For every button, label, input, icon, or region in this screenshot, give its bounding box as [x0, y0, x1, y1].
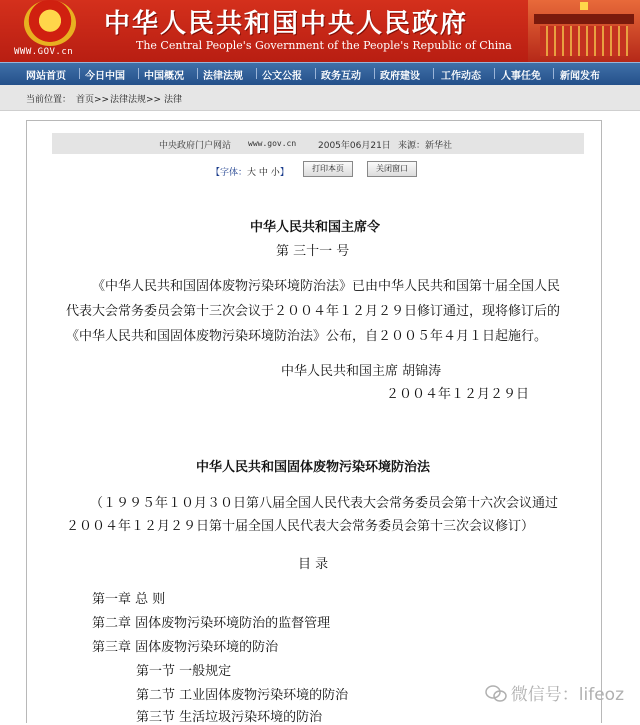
print-button[interactable]: 打印本页: [303, 161, 353, 177]
toc-item: 第三章 固体废物污染环境的防治: [92, 640, 279, 655]
source-site: 中央政府门户网站: [159, 141, 232, 151]
toc-item: 第三节 生活垃圾污染环境的防治: [136, 710, 323, 725]
breadcrumb-prefix: 当前位置：: [26, 95, 72, 105]
nav-item-appointments[interactable]: 人事任免: [501, 71, 541, 82]
source-url: www.gov.cn: [248, 139, 297, 148]
font-label: 【字体：: [211, 168, 248, 178]
site-url: WWW.GOV.cn: [14, 47, 74, 57]
law-note-line-1: （１９９５年１０月３０日第八届全国人民代表大会常务委员会第十六次会议通过: [90, 496, 559, 511]
nav-item-home[interactable]: 网站首页: [26, 71, 66, 82]
publish-date: 2005年06月21日: [318, 141, 391, 151]
breadcrumb-section[interactable]: 法律法规>>: [110, 95, 162, 105]
toc-item: 第二节 工业固体废物污染环境的防治: [136, 688, 349, 703]
breadcrumb: [0, 85, 640, 111]
article-info-bar: [52, 133, 584, 154]
breadcrumb-home[interactable]: 首页>>: [76, 95, 110, 105]
font-small-link[interactable]: 小: [270, 168, 280, 178]
site-title[interactable]: 中华人民共和国中央人民政府: [104, 9, 469, 39]
nav-item-laws[interactable]: 法律法规: [203, 71, 243, 82]
nav-item-government[interactable]: 政府建设: [380, 71, 420, 82]
law-title: 中华人民共和国固体废物污染环境防治法: [196, 460, 431, 475]
law-note-line-2: ２００４年１２月２９日第十届全国人民代表大会常务委员会第十三次会议修订）: [66, 519, 535, 534]
order-body-line-3: 《中华人民共和国固体废物污染环境防治法》公布，自２００５年４月１日起施行。: [66, 329, 548, 344]
toc-item: 第一章 总 则: [92, 592, 166, 607]
order-date: ２００４年１２月２９日: [386, 387, 530, 402]
toc-title: 目 录: [298, 557, 329, 572]
font-label-end: 】: [279, 168, 289, 178]
close-window-button[interactable]: 关闭窗口: [367, 161, 417, 177]
order-body-line-2: 代表大会常务委员会第十三次会议于２００４年１２月２９日修订通过，现将修订后的: [66, 304, 561, 319]
wechat-watermark: [485, 680, 624, 705]
nav-item-work[interactable]: 工作动态: [441, 71, 481, 82]
toc-item: 第一节 一般规定: [136, 664, 232, 679]
order-body-line-1: 《中华人民共和国固体废物污染环境防治法》已由中华人民共和国第十届全国人民: [92, 279, 561, 294]
breadcrumb-current[interactable]: 法律: [164, 95, 183, 105]
source-origin: 来源：新华社: [398, 141, 453, 151]
font-large-link[interactable]: 大: [247, 168, 257, 178]
national-emblem-icon: ★: [24, 0, 76, 46]
watermark-text: 微信号：lifeoz: [510, 685, 624, 705]
nav-item-today[interactable]: 今日中国: [85, 71, 125, 82]
site-title-en: The Central People's Government of the People's Republic of China: [136, 39, 512, 52]
wechat-icon: [485, 685, 507, 703]
order-signer: 中华人民共和国主席 胡锦涛: [281, 364, 442, 379]
toc-item: 第二章 固体废物污染环境防治的监督管理: [92, 616, 331, 631]
font-medium-link[interactable]: 中: [258, 168, 268, 178]
order-number: 第 三十一 号: [276, 244, 350, 259]
nav-item-bulletins[interactable]: 公文公报: [262, 71, 302, 82]
font-size-control: [211, 165, 289, 178]
order-title: 中华人民共和国主席令: [250, 220, 381, 235]
main-nav: [0, 62, 640, 86]
nav-item-interaction[interactable]: 政务互动: [321, 71, 361, 82]
nav-item-news[interactable]: 新闻发布: [560, 71, 600, 82]
header-banner: [0, 0, 640, 62]
nav-item-overview[interactable]: 中国概况: [144, 71, 184, 82]
article-frame: [26, 120, 602, 723]
tiananmen-image: [528, 0, 640, 62]
